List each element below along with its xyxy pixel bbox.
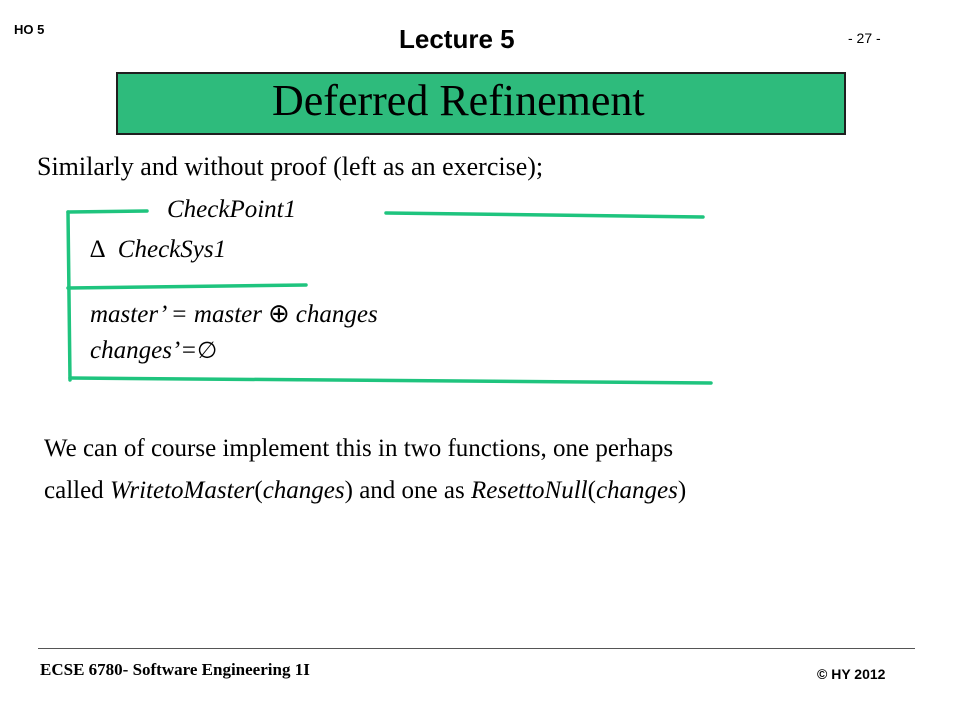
delta-schema-name: CheckSys1 bbox=[117, 236, 227, 263]
function-name-reset: ResettoNull bbox=[470, 477, 588, 504]
intro-text: Similarly and without proof (left as an exercise); bbox=[37, 152, 544, 181]
schema-left-border bbox=[68, 212, 70, 380]
function-name-write: WritetoMaster bbox=[109, 477, 255, 504]
schema-predicate-1 bbox=[90, 299, 378, 329]
lecture-label: Lecture 5 bbox=[399, 24, 515, 54]
schema-delta-line bbox=[90, 236, 226, 264]
para-text-g: ( bbox=[587, 477, 596, 504]
page-number: - 27 - bbox=[848, 30, 881, 46]
schema-bottom-line bbox=[70, 378, 711, 383]
schema-predicate-2 bbox=[90, 337, 217, 365]
predicate-2-prefix: changes’= bbox=[90, 337, 198, 364]
param-changes-1: changes bbox=[262, 477, 345, 504]
oplus-symbol: ⊕ bbox=[267, 299, 290, 329]
para-text-e: ) and one as bbox=[344, 477, 471, 504]
delta-symbol: ∆ bbox=[90, 236, 106, 263]
copyright: © HY 2012 bbox=[817, 666, 886, 682]
para-text-i: ) bbox=[677, 477, 687, 504]
empty-set-symbol: ∅ bbox=[197, 338, 218, 364]
para-text-c: ( bbox=[254, 477, 263, 504]
schema-top-left-line bbox=[68, 211, 147, 212]
param-changes-2: changes bbox=[595, 477, 678, 504]
paragraph-line-2 bbox=[44, 477, 686, 505]
predicate-1-prefix: master’ = master bbox=[90, 301, 262, 328]
paragraph-line-1: We can of course implement this in two functions, one perhaps bbox=[44, 435, 674, 462]
slide-title: Deferred Refinement bbox=[272, 76, 645, 125]
schema-top-right-line bbox=[386, 213, 703, 217]
course-name: ECSE 6780- Software Engineering 1I bbox=[40, 660, 310, 679]
footer-divider bbox=[38, 648, 915, 649]
para-text-a: called bbox=[44, 477, 110, 504]
predicate-1-suffix: changes bbox=[295, 301, 378, 328]
schema-divider-line bbox=[68, 285, 306, 288]
schema-name: CheckPoint1 bbox=[167, 196, 297, 223]
handout-label: HO 5 bbox=[14, 22, 45, 37]
